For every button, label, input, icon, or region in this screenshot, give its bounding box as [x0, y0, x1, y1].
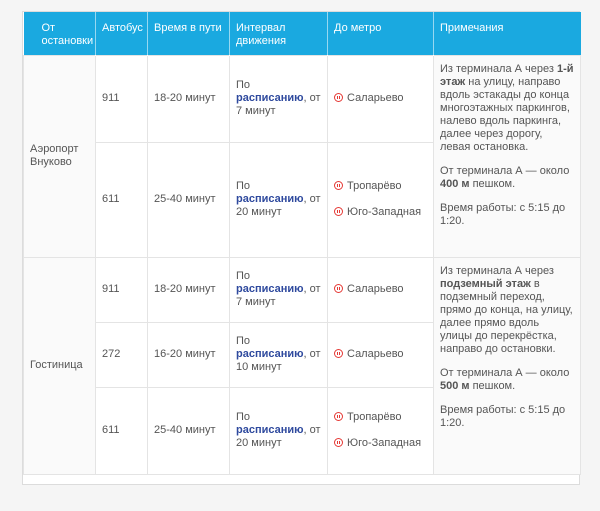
table-header-row	[24, 12, 581, 55]
interval-prefix: По	[236, 335, 251, 347]
metro-station	[334, 180, 427, 193]
interval-cell	[230, 387, 328, 474]
notes-cell	[434, 55, 581, 257]
header-stop: От остановки	[24, 12, 96, 55]
note-text: Из терминала А через	[440, 62, 557, 75]
metro-icon	[334, 93, 343, 102]
note-bold: подземный этаж	[440, 277, 531, 290]
metro-cell	[328, 142, 434, 257]
table-row	[24, 257, 581, 322]
interval-prefix: По	[236, 180, 251, 192]
header-bus: Автобус	[96, 12, 148, 55]
note-bold: 400 м	[440, 177, 470, 190]
interval-suffix: , от 20 минут	[236, 193, 321, 218]
schedule-link[interactable]: расписанию	[236, 424, 304, 436]
bus-number: 611	[96, 387, 148, 474]
metro-station-name: Тропарёво	[347, 411, 402, 423]
schedule-link[interactable]: расписанию	[236, 92, 304, 104]
note-text: От терминала А — около	[440, 366, 570, 379]
schedule-table-container	[22, 11, 580, 485]
interval-cell	[230, 55, 328, 142]
note-text: на улицу, направо вдоль эстакады до конца многоэтажных паркингов, налево вдоль паркинга, далее через дорогу, левая остановка.	[440, 75, 570, 153]
travel-time: 25-40 минут	[148, 387, 230, 474]
note-directions	[440, 63, 574, 154]
travel-time: 18-20 минут	[148, 55, 230, 142]
metro-station	[334, 348, 427, 361]
schedule-link[interactable]: расписанию	[236, 193, 304, 205]
metro-station	[334, 206, 427, 219]
metro-station-name: Юго-Западная	[347, 206, 422, 218]
header-notes: Примечания	[434, 12, 581, 55]
note-text: От терминала А — около	[440, 164, 570, 177]
travel-time: 16-20 минут	[148, 322, 230, 387]
travel-time: 25-40 минут	[148, 142, 230, 257]
metro-station-name: Саларьево	[347, 348, 404, 360]
note-text: Из терминала А через	[440, 264, 554, 277]
bus-number: 911	[96, 257, 148, 322]
travel-time: 18-20 минут	[148, 257, 230, 322]
metro-station	[334, 283, 427, 296]
metro-icon	[334, 181, 343, 190]
metro-icon	[334, 284, 343, 293]
interval-prefix: По	[236, 411, 251, 423]
header-travel-time: Время в пути	[148, 12, 230, 55]
schedule-link[interactable]: расписанию	[236, 348, 304, 360]
interval-prefix: По	[236, 79, 251, 91]
table-row	[24, 55, 581, 142]
metro-station	[334, 92, 427, 105]
interval-cell	[230, 322, 328, 387]
metro-icon	[334, 412, 343, 421]
bus-number: 911	[96, 55, 148, 142]
metro-icon	[334, 349, 343, 358]
schedule-link[interactable]: расписанию	[236, 283, 304, 295]
metro-station	[334, 411, 427, 424]
metro-cell	[328, 257, 434, 322]
interval-cell	[230, 142, 328, 257]
note-distance	[440, 165, 574, 191]
bus-number: 611	[96, 142, 148, 257]
interval-suffix: , от 7 минут	[236, 283, 321, 308]
note-text: в подземный переход, прямо до конца, на улицу, далее прямо вдоль улицы до перекрёстка, направо до остановки.	[440, 277, 573, 355]
header-interval: Интервал движения	[230, 12, 328, 55]
metro-station-name: Саларьево	[347, 283, 404, 295]
metro-station	[334, 437, 427, 450]
metro-cell	[328, 387, 434, 474]
note-hours: Время работы: с 5:15 до 1:20.	[440, 201, 566, 227]
note-hours: Время работы: с 5:15 до 1:20.	[440, 403, 566, 429]
note-text: пешком.	[469, 177, 516, 190]
metro-icon	[334, 438, 343, 447]
note-directions	[440, 265, 574, 356]
note-bold: 500 м	[440, 379, 470, 392]
notes-cell	[434, 257, 581, 474]
metro-cell	[328, 55, 434, 142]
interval-suffix: , от 20 минут	[236, 424, 321, 449]
metro-station-name: Тропарёво	[347, 180, 402, 192]
metro-icon	[334, 207, 343, 216]
metro-cell	[328, 322, 434, 387]
interval-prefix: По	[236, 270, 251, 282]
metro-station-name: Саларьево	[347, 92, 404, 104]
bus-schedule-table	[23, 12, 581, 475]
note-text: пешком.	[469, 379, 516, 392]
interval-suffix: , от 10 минут	[236, 348, 321, 373]
stop-name: Гостиница	[24, 257, 96, 474]
bus-number: 272	[96, 322, 148, 387]
interval-cell	[230, 257, 328, 322]
metro-station-name: Юго-Западная	[347, 437, 422, 449]
note-bold: 1-й этаж	[440, 62, 574, 88]
note-distance	[440, 367, 574, 393]
header-metro: До метро	[328, 12, 434, 55]
interval-suffix: , от 7 минут	[236, 92, 321, 117]
stop-name: Аэропорт Внуково	[24, 55, 96, 257]
